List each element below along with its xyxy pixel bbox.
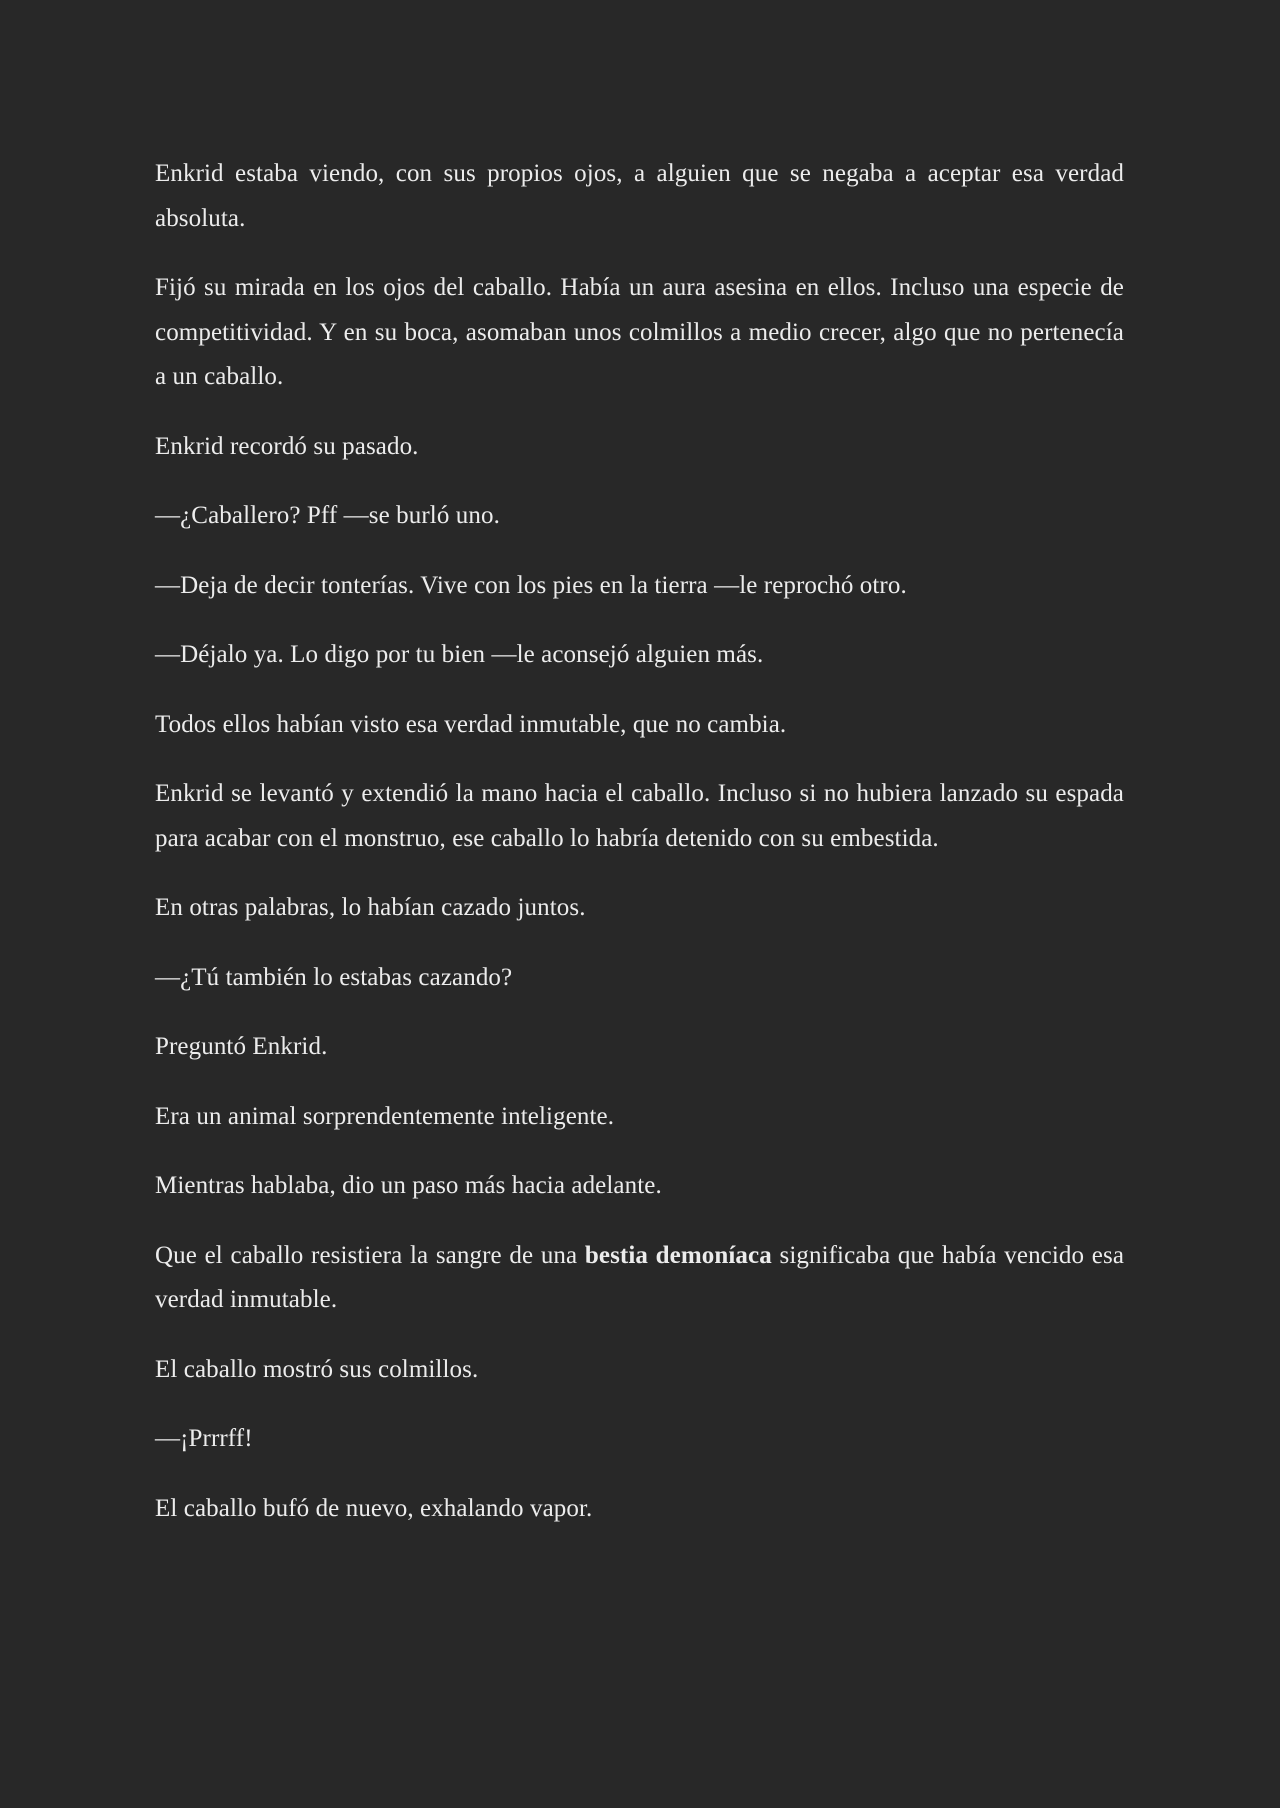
paragraph: Todos ellos habían visto esa verdad inmutable, que no cambia.: [155, 710, 787, 738]
paragraph: —Déjalo ya. Lo digo por tu bien —le aconsejó alguien más.: [155, 641, 764, 668]
paragraph-text-after: significaba que había vencido esa verdad inmutable.: [155, 1241, 1125, 1313]
paragraph: Enkrid recordó su pasado.: [155, 432, 419, 460]
paragraph: Mientras hablaba, dio un paso más hacia adelante.: [155, 1172, 662, 1199]
paragraph: El caballo bufó de nuevo, exhalando vapor.: [155, 1494, 593, 1522]
paragraph: Preguntó Enkrid.: [155, 1033, 328, 1060]
paragraph-text-before: Que el caballo resistiera la sangre de una: [155, 1241, 585, 1269]
paragraph: —Deja de decir tonterías. Vive con los pies en la tierra —le reprochó otro.: [155, 571, 907, 599]
paragraph-with-emphasis: [155, 1234, 1124, 1323]
paragraph: En otras palabras, lo habían cazado juntos.: [155, 894, 586, 921]
chapter-text: [155, 152, 1124, 1556]
paragraph: Enkrid se levantó y extendió la mano hacia el caballo. Incluso si no hubiera lanzado su espada para acabar con el monstruo, ese caballo lo habría detenido con su embestida.: [155, 780, 1124, 852]
paragraph: El caballo mostró sus colmillos.: [155, 1355, 479, 1383]
paragraph: Era un animal sorprendentemente inteligente.: [155, 1102, 615, 1130]
paragraph: Enkrid estaba viendo, con sus propios ojos, a alguien que se negaba a aceptar esa verdad absoluta.: [155, 160, 1124, 232]
paragraph: —¿Caballero? Pff —se burló uno.: [155, 502, 500, 529]
bold-term: bestia demoníaca: [584, 1241, 772, 1269]
paragraph: —¿Tú también lo estabas cazando?: [155, 963, 513, 991]
paragraph: Fijó su mirada en los ojos del caballo. Había un aura asesina en ellos. Incluso una especie de competitividad. Y en su boca, asomaban unos colmillos a medio crecer, algo que no pertenecía a un caballo.: [155, 274, 1124, 390]
paragraph: —¡Prrrff!: [155, 1425, 253, 1452]
